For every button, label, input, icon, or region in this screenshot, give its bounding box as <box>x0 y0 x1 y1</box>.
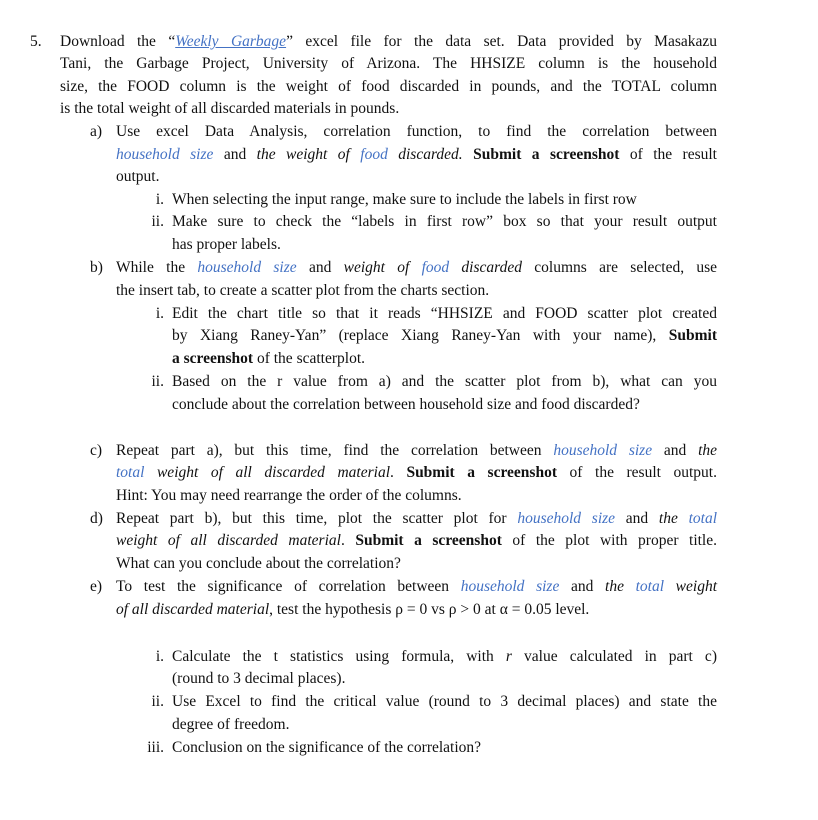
text: weight of all discarded material <box>144 464 391 481</box>
part-c-line-2 <box>116 462 717 484</box>
part-e-ii-line-2: degree of freedom. <box>172 716 290 733</box>
text: the weight of <box>256 146 361 163</box>
part-b-i-line-2 <box>172 325 717 347</box>
part-a-ii-line-2: has proper labels. <box>172 236 281 253</box>
text: and <box>652 442 699 459</box>
part-d-label: d) <box>90 510 103 527</box>
part-a-line-1: Use excel Data Analysis, correlation function, to find the correlation between <box>116 123 717 140</box>
text: weight of <box>343 259 422 276</box>
part-e-ii-label: ii. <box>151 693 164 710</box>
text: discarded. <box>387 146 463 163</box>
household-size-term: household size <box>460 578 560 595</box>
text: of the result <box>619 146 717 163</box>
total-term: total <box>635 578 665 595</box>
text: . <box>390 464 394 481</box>
household-size-term: household size <box>116 146 214 163</box>
text: , test the hypothesis <box>269 601 396 618</box>
text: columns are selected, use <box>521 259 718 276</box>
total-term: total <box>116 464 145 481</box>
part-c-line-1 <box>116 440 717 462</box>
part-a-label: a) <box>90 123 103 140</box>
part-e-i-label: i. <box>155 648 164 665</box>
part-d-line-1 <box>116 508 717 530</box>
submit-instruction: Submit a screenshot <box>462 146 620 163</box>
part-b-ii-line-1: Based on the r value from a) and the scatter plot from b), what can you <box>172 373 717 390</box>
question-number: 5. <box>30 33 42 50</box>
weekly-garbage-link[interactable]: Weekly Garbage <box>175 33 287 50</box>
text: . <box>340 532 345 549</box>
text: While the <box>116 259 198 276</box>
part-e-line-1 <box>116 576 717 598</box>
text: weight <box>664 578 718 595</box>
q5-text: ” excel file for the data set. Data provided by Masakazu <box>286 33 718 50</box>
text: of the result output. <box>557 464 717 481</box>
text: Repeat part a), but this time, find the correlation between <box>116 442 554 459</box>
r-variable: r <box>505 648 512 665</box>
part-b-ii-label: ii. <box>151 373 164 390</box>
text: of the plot with proper title. <box>501 532 717 549</box>
part-d-line-3: What can you conclude about the correlation? <box>116 555 401 572</box>
text: the <box>658 510 689 527</box>
text: the <box>605 578 636 595</box>
food-term: food <box>360 146 388 163</box>
total-term: total <box>688 510 718 527</box>
part-b-label: b) <box>90 259 103 276</box>
q5-line-2: Tani, the Garbage Project, University of Arizona. The HHSIZE column is the household <box>60 55 717 72</box>
submit-instruction: Submit a screenshot <box>344 532 502 549</box>
text: and <box>213 146 257 163</box>
part-b-line-2: the insert tab, to create a scatter plot from the charts section. <box>116 282 490 299</box>
part-c-line-3: Hint: You may need rearrange the order of the columns. <box>116 487 462 504</box>
text: and <box>296 259 344 276</box>
text: Repeat part b), but this time, plot the scatter plot for <box>116 510 518 527</box>
text: value calculated in part c) <box>511 648 717 665</box>
part-b-i-label: i. <box>155 305 164 322</box>
text: by Xiang Raney-Yan” (replace Xiang Raney-Yan with your name), <box>172 327 657 344</box>
text: and <box>559 578 606 595</box>
food-term: food <box>421 259 450 276</box>
part-e-i-line-2: (round to 3 decimal places). <box>172 670 346 687</box>
q5-text: Download the “ <box>60 33 176 50</box>
part-a-ii-line-1: Make sure to check the “labels in first row” box so that your result output <box>172 213 717 230</box>
q5-line-1 <box>60 31 717 53</box>
household-size-term: household size <box>553 442 653 459</box>
submit-instruction: Submit <box>656 327 717 344</box>
text: the <box>698 442 717 459</box>
text: of the scatterplot. <box>253 350 365 367</box>
part-b-ii-line-2: conclude about the correlation between household size and food discarded? <box>172 396 640 413</box>
household-size-term: household size <box>517 510 616 527</box>
part-b-i-line-1: Edit the chart title so that it reads “HHSIZE and FOOD scatter plot created <box>172 305 717 322</box>
hypothesis-formula: ρ = 0 vs ρ > 0 at α = 0.05 level. <box>395 601 590 618</box>
part-a-i-text: When selecting the input range, make sure to include the labels in first row <box>172 191 637 208</box>
text: To test the significance of correlation between <box>116 578 461 595</box>
part-a-i-label: i. <box>155 191 164 208</box>
part-e-i-line-1 <box>172 646 717 668</box>
part-a-line-3: output. <box>116 168 160 185</box>
part-a-ii-label: ii. <box>151 213 164 230</box>
part-a-line-2 <box>116 144 717 166</box>
text: of all discarded material <box>116 601 270 618</box>
part-d-line-2 <box>116 530 717 552</box>
text: and <box>615 510 659 527</box>
part-e-iii-label: iii. <box>147 739 164 756</box>
q5-line-3: size, the FOOD column is the weight of food discarded in pounds, and the TOTAL column <box>60 78 717 95</box>
text: Calculate the t statistics using formula, with <box>172 648 506 665</box>
text: weight of all discarded material <box>116 532 341 549</box>
part-e-label: e) <box>90 578 103 595</box>
part-b-line-1 <box>116 257 717 279</box>
part-e-iii-text: Conclusion on the significance of the correlation? <box>172 739 482 756</box>
part-c-label: c) <box>90 442 103 459</box>
household-size-term: household size <box>197 259 297 276</box>
q5-line-4: is the total weight of all discarded materials in pounds. <box>60 100 400 117</box>
text: discarded <box>449 259 522 276</box>
submit-instruction: a screenshot <box>172 350 254 367</box>
part-e-ii-line-1: Use Excel to find the critical value (round to 3 decimal places) and state the <box>172 693 717 710</box>
submit-instruction: Submit a screenshot <box>393 464 557 481</box>
part-e-line-2 <box>116 599 589 621</box>
part-b-i-line-3 <box>172 348 365 370</box>
